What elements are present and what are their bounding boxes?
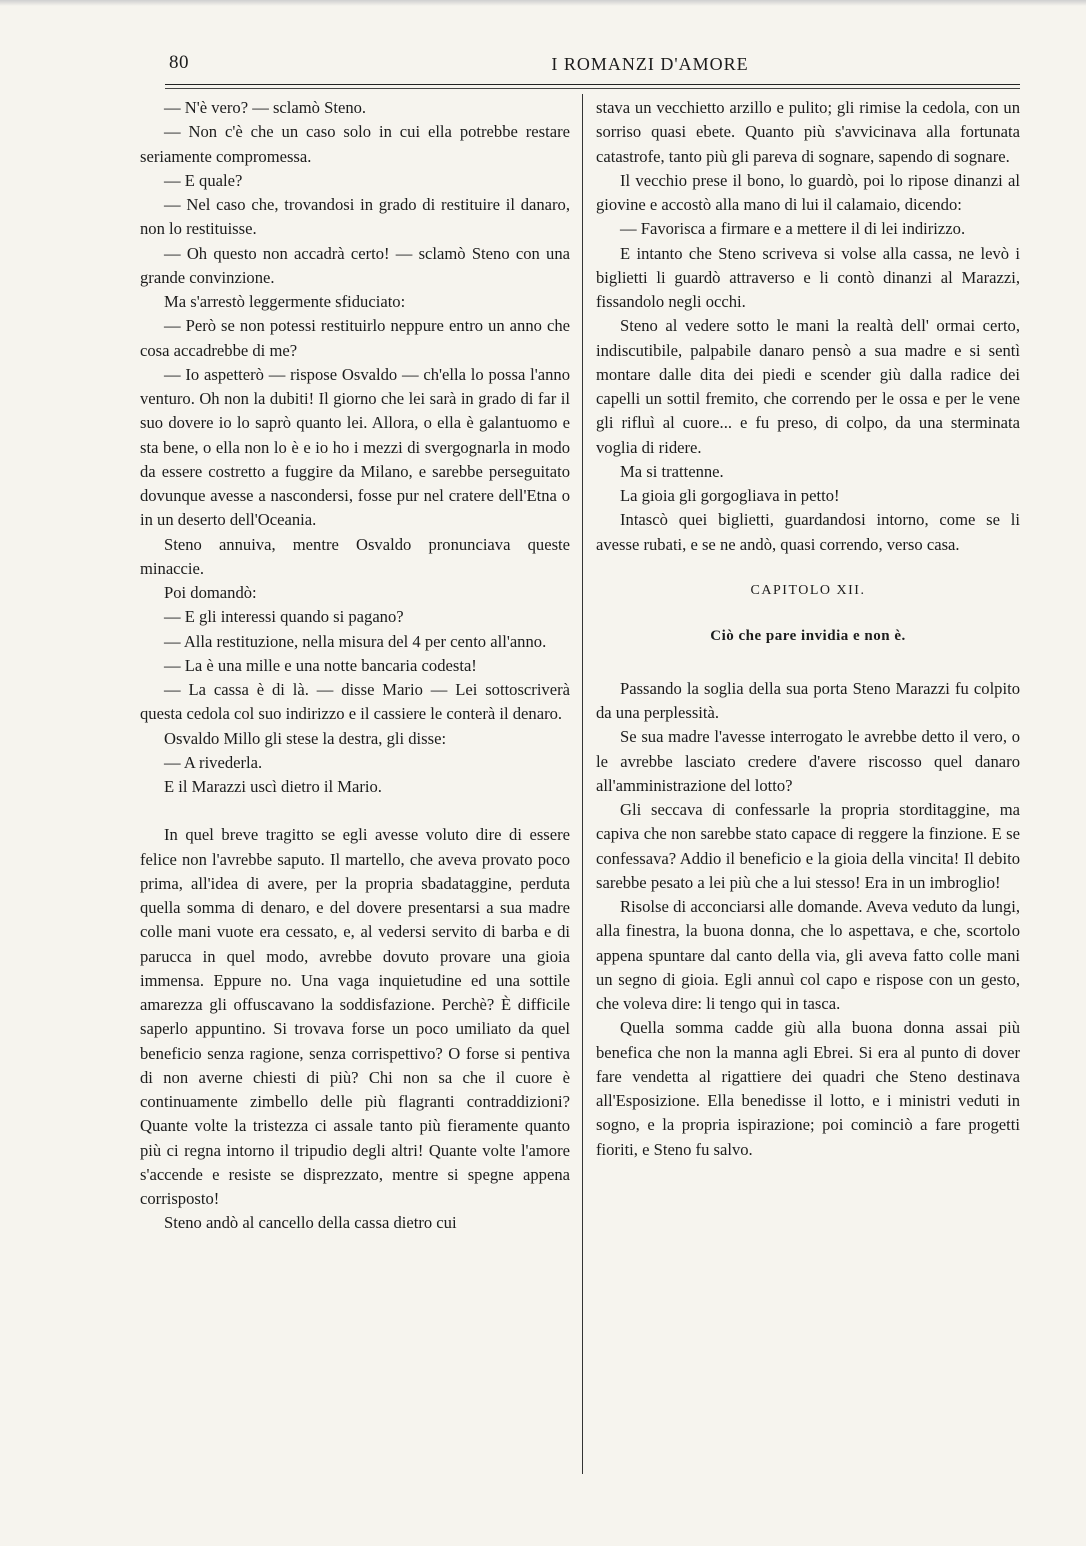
paragraph: Quella somma cadde giù alla buona donna assai più benefica che non la manna agli Ebrei. Si era al punto di dover fare vendetta al rigattiere dei quadri che Steno destinava all'Esposizione. Ella benedisse il lotto, e i ministri veduti in sogno, e la propria ispirazione; poi cominciò a fare progetti fioriti, e Steno fu salvo. xyxy=(596,1018,1020,1159)
paragraph: — N'è vero? — sclamò Steno. xyxy=(164,98,367,117)
paragraph: — La cassa è di là. — disse Mario — Lei sottoscriverà questa cedola col suo indirizzo e il cassiere le conterà il denaro. xyxy=(140,680,570,724)
running-title: I ROMANZI D'AMORE xyxy=(551,54,749,74)
paragraph: Steno annuiva, mentre Osvaldo pronunciava queste minaccie. xyxy=(140,534,570,578)
paragraph: E il Marazzi uscì dietro il Mario. xyxy=(164,777,382,796)
paragraph: Intascò quei biglietti, guardandosi intorno, come se li avesse rubati, e se ne andò, quasi correndo, verso casa. xyxy=(596,510,1020,554)
scan-top-edge xyxy=(0,0,1086,6)
paragraph: Passando la soglia della sua porta Steno Marazzi fu colpito da una perplessità. xyxy=(596,678,1020,722)
paragraph: — Non c'è che un caso solo in cui ella potrebbe restare seriamente compromessa. xyxy=(140,122,570,166)
paragraph: Steno al vedere sotto le mani la realtà dell' ormai certo, indiscutibile, palpabile danaro pensò a sua madre e si sentì montare dalle dita dei piedi e scender giù dalla radice dei capelli un sottil fremito, che correndo per le ossa e per le vene gli rifluì al cuore... e fu preso, di colpo, da una sterminata voglia di ridere. xyxy=(596,316,1020,457)
paragraph: In quel breve tragitto se egli avesse voluto dire di essere felice non l'avrebbe saputo. Il martello, che aveva provato poco prima, all'idea di avere, per la propria sbadataggine, perduta quella somma di denaro, e del dovere presentarsi a sua madre colle mani vuote era cessato, e, al vedersi servito di barba e di parucca in quel modo, avrebbe dovuto provare una gioia immensa. Eppure no. Una vaga inquietudine ed una sottile amarezza gli offuscavano la soddisfazione. Perchè? È difficile saperlo appuntino. Si trovava forse un poco umiliato da quel beneficio senza ragione, senza corrispettivo? O forse si pentiva di non averne chiesti di più? Chi non sa che il cuore è continuamente zimbello delle più flagranti contraddizioni? Quante volte la tristezza ci assale tanto più fieramente quanto più ci regna intorno il tripudio degli altri! Quante volte l'amore s'accende e resiste se disprezzato, mentre si spegne appena corrisposto! xyxy=(140,825,570,1208)
paragraph: — Oh questo non accadrà certo! — sclamò Steno con una grande convinzione. xyxy=(140,243,570,287)
paragraph: — Favorisca a firmare e a mettere il di lei indirizzo. xyxy=(620,219,966,239)
paragraph: — Alla restituzione, nella misura del 4 per cento all'anno. xyxy=(164,631,547,651)
paragraph: Gli seccava di confessarle la propria storditaggine, ma capiva che non sarebbe stato capace di reggere la finzione. E se confessava? Addio il beneficio e la gioia della vincita! Il debito sarebbe pesato a lei più che a lui stesso! Era in un imbroglio! xyxy=(596,800,1020,892)
paragraph: — E gli interessi quando si pagano? xyxy=(164,607,404,627)
paragraph: La gioia gli gorgogliava in petto! xyxy=(620,486,840,505)
chapter-body xyxy=(596,677,1020,1162)
paragraph: Ma s'arrestò leggermente sfiduciato: xyxy=(164,292,406,311)
paragraph: — La è una mille e una notte bancaria codesta! xyxy=(164,655,477,675)
paragraph: Poi domandò: xyxy=(164,583,257,602)
paragraph: Osvaldo Millo gli stese la destra, gli disse: xyxy=(164,728,447,748)
paragraph: — Io aspetterò — rispose Osvaldo — ch'ella lo possa l'anno venturo. Oh non la dubiti! Il giorno che lei sarà in grado di far il suo dovere io lo saprò quanto lei. Allora, o ella è galantuomo e sta bene, o ella non lo è e io ho i mezzi di svergognarla in modo da essere costretto a fuggire da Milano, e sarebbe perseguitato dovunque avesse a nascondersi, fosse pur nel cratere dell'Etna o in un deserto dell'Oceania. xyxy=(140,364,570,530)
column-divider xyxy=(582,94,583,1474)
paragraph: E intanto che Steno scriveva si volse alla cassa, ne levò i biglietti li guardò attraverso e li contò dinanzi al Marazzi, fissandolo negli occhi. xyxy=(596,243,1020,311)
paragraph: Il vecchio prese il bono, lo guardò, poi lo ripose dinanzi al giovine e accostò alla mano di lui il calamaio, dicendo: xyxy=(596,170,1020,214)
paragraph: Risolse di acconciarsi alle domande. Aveva veduto da lungi, alla finestra, la buona donna, che lo aspettava, e che, scortolo appena spuntare dal canto della via, gli aveva fatto colle mani un segno di gioia. Egli annuì col capo e rispose con un gesto, che voleva dire: li tengo qui in tasca. xyxy=(596,897,1020,1013)
left-column xyxy=(140,96,570,1236)
chapter-title: CAPITOLO XII. xyxy=(750,582,866,598)
page-header xyxy=(165,52,1020,82)
paragraph: stava un vecchietto arzillo e pulito; gli rimise la cedola, con un sorriso quasi ebete. Quanto più s'avvicinava alla fortunata catastrofe, tanto più gli pareva di sognare, sapendo di sognare. xyxy=(596,98,1020,166)
page-number: 80 xyxy=(169,52,189,73)
right-column xyxy=(596,96,1020,1162)
paragraph: — A rivederla. xyxy=(164,752,263,772)
paragraph: — E quale? xyxy=(164,170,243,190)
chapter-subtitle: Ciò che pare invidia e non è. xyxy=(710,627,906,644)
paragraph: Ma si trattenne. xyxy=(620,461,724,481)
header-rule-thin xyxy=(165,88,1020,89)
header-rule-thick xyxy=(165,84,1020,85)
paragraph: Steno andò al cancello della cassa dietro cui xyxy=(164,1213,457,1233)
paragraph: — Nel caso che, trovandosi in grado di restituire il danaro, non lo restituisse. xyxy=(140,195,570,239)
paragraph: — Però se non potessi restituirlo neppure entro un anno che cosa accadrebbe di me? xyxy=(140,316,570,360)
paragraph: Se sua madre l'avesse interrogato le avrebbe detto il vero, o le avrebbe lasciato credere d'avere riscosso quel danaro all'amministrazione del lotto? xyxy=(596,727,1020,795)
